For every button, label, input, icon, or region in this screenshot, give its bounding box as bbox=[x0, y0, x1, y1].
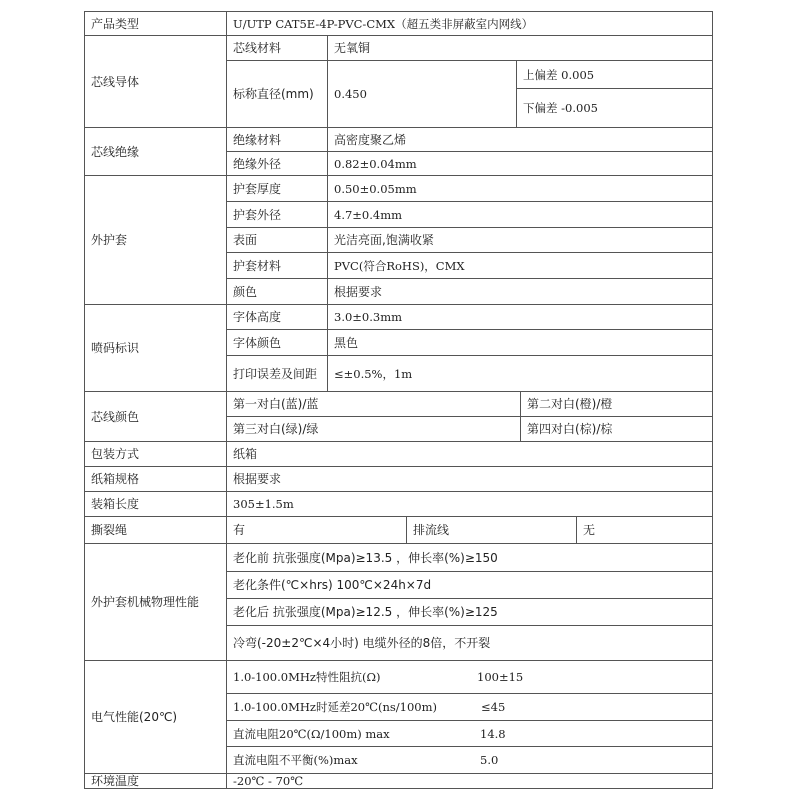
environment-label: 环境温度 bbox=[84, 774, 227, 789]
jacket-od-value: 4.7±0.4mm bbox=[328, 202, 713, 228]
insulation-material-label: 绝缘材料 bbox=[227, 128, 328, 152]
electrical-row-1 bbox=[227, 661, 713, 694]
mechanical-row-1: 老化前 抗张强度(Mpa)≥13.5 ，伸长率(%)≥150 bbox=[227, 544, 713, 572]
insulation-od-value: 0.82±0.04mm bbox=[328, 152, 713, 176]
electrical-row-3 bbox=[227, 721, 713, 747]
jacket-thickness-label: 护套厚度 bbox=[227, 176, 328, 202]
dc-resistance-label: 直流电阻20℃(Ω/100m) max bbox=[233, 726, 390, 741]
carton-spec-label: 纸箱规格 bbox=[84, 467, 227, 492]
insulation-od-label: 绝缘外径 bbox=[227, 152, 328, 176]
packaging-value: 纸箱 bbox=[227, 442, 713, 467]
product-type-value: U/UTP CAT5E-4P-PVC-CMX（超五类非屏蔽室内网线） bbox=[227, 11, 713, 36]
jacket-surface-value: 光洁亮面,饱满收紧 bbox=[328, 228, 713, 253]
print-error-value: ≤±0.5%，1m bbox=[328, 356, 713, 392]
product-type-label: 产品类型 bbox=[84, 11, 227, 36]
font-color-label: 字体颜色 bbox=[227, 330, 328, 356]
box-length-label: 装箱长度 bbox=[84, 492, 227, 517]
jacket-color-label: 颜色 bbox=[227, 279, 328, 305]
delay-skew-label: 1.0-100.0MHz时延差20℃(ns/100m) bbox=[233, 700, 437, 714]
jacket-material-value: PVC(符合RoHS)，CMX bbox=[328, 253, 713, 279]
conductor-material-label: 芯线材料 bbox=[227, 36, 328, 61]
dc-unbalance-value: 5.0 bbox=[480, 753, 499, 767]
electrical-row-2 bbox=[227, 694, 713, 721]
insulation-material-value: 高密度聚乙烯 bbox=[328, 128, 713, 152]
font-height-value: 3.0±0.3mm bbox=[328, 305, 713, 330]
drain-wire-value: 无 bbox=[577, 517, 713, 544]
lower-tolerance: 下偏差 -0.005 bbox=[517, 89, 713, 128]
conductor-label: 芯线导体 bbox=[84, 36, 227, 128]
ripcord-value: 有 bbox=[227, 517, 407, 544]
jacket-od-label: 护套外径 bbox=[227, 202, 328, 228]
diameter-label: 标称直径(mm) bbox=[227, 61, 328, 128]
pair-2: 第二对白(橙)/橙 bbox=[521, 392, 713, 417]
upper-tolerance: 上偏差 0.005 bbox=[517, 61, 713, 89]
marking-label: 喷码标识 bbox=[84, 305, 227, 392]
box-length-value: 305±1.5m bbox=[227, 492, 713, 517]
jacket-material-label: 护套材料 bbox=[227, 253, 328, 279]
drain-wire-label: 排流线 bbox=[407, 517, 577, 544]
environment-value: -20℃ - 70℃ bbox=[227, 774, 713, 789]
mechanical-row-3: 老化后 抗张强度(Mpa)≥12.5 ，伸长率(%)≥125 bbox=[227, 599, 713, 626]
packaging-label: 包装方式 bbox=[84, 442, 227, 467]
electrical-row-4 bbox=[227, 747, 713, 774]
jacket-surface-label: 表面 bbox=[227, 228, 328, 253]
delay-skew-value: ≤45 bbox=[481, 700, 506, 714]
font-height-label: 字体高度 bbox=[227, 305, 328, 330]
impedance-value: 100±15 bbox=[477, 670, 524, 684]
jacket-label: 外护套 bbox=[84, 176, 227, 305]
jacket-thickness-value: 0.50±0.05mm bbox=[328, 176, 713, 202]
diameter-value: 0.450 bbox=[328, 61, 517, 128]
electrical-label: 电气性能(20℃) bbox=[84, 661, 227, 774]
conductor-material-value: 无氧铜 bbox=[328, 36, 713, 61]
print-error-label: 打印误差及间距 bbox=[227, 356, 328, 392]
pair-4: 第四对白(棕)/棕 bbox=[521, 417, 713, 442]
impedance-label: 1.0-100.0MHz特性阻抗(Ω) bbox=[233, 670, 381, 684]
dc-unbalance-label: 直流电阻不平衡(%)max bbox=[233, 753, 358, 767]
pair-3: 第三对白(绿)/绿 bbox=[227, 417, 521, 442]
spec-table bbox=[84, 11, 713, 789]
dc-resistance-value: 14.8 bbox=[480, 726, 506, 741]
jacket-color-value: 根据要求 bbox=[328, 279, 713, 305]
wire-colors-label: 芯线颜色 bbox=[84, 392, 227, 442]
carton-spec-value: 根据要求 bbox=[227, 467, 713, 492]
insulation-label: 芯线绝缘 bbox=[84, 128, 227, 176]
ripcord-label: 撕裂绳 bbox=[84, 517, 227, 544]
mechanical-label: 外护套机械物理性能 bbox=[84, 544, 227, 661]
mechanical-row-4: 冷弯(-20±2℃×4小时) 电缆外径的8倍，不开裂 bbox=[227, 626, 713, 661]
pair-1: 第一对白(蓝)/蓝 bbox=[227, 392, 521, 417]
mechanical-row-2: 老化条件(℃×hrs) 100℃×24h×7d bbox=[227, 572, 713, 599]
font-color-value: 黑色 bbox=[328, 330, 713, 356]
